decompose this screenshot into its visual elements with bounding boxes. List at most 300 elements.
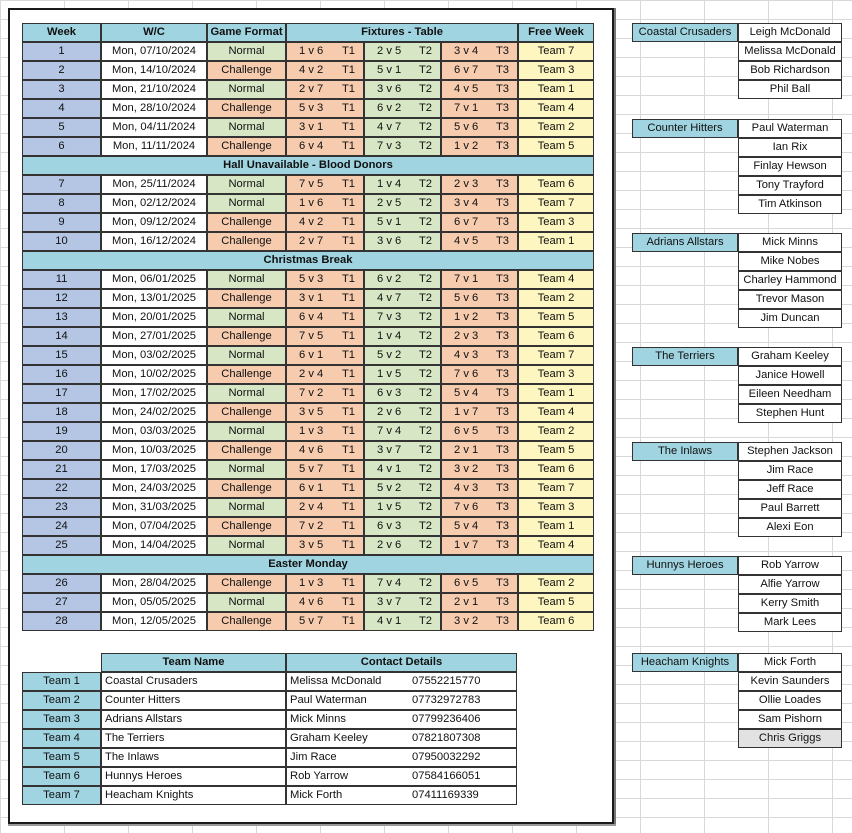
fixture-table: T1 <box>341 292 355 304</box>
fixture-table: T3 <box>495 121 509 133</box>
fixture-table: T3 <box>495 539 509 551</box>
game-format: Challenge <box>207 365 286 384</box>
game-format: Challenge <box>207 517 286 536</box>
week-number: 23 <box>22 498 101 517</box>
fixture-match: 3 v 2 <box>454 615 479 627</box>
team-label: Team 5 <box>22 748 101 767</box>
fixture-match: 7 v 1 <box>454 273 479 285</box>
header-game-format: Game Format <box>207 23 286 42</box>
roster-player: Mike Nobes <box>738 252 842 271</box>
fixture-match: 2 v 6 <box>377 539 402 551</box>
fixture-cell <box>286 99 364 118</box>
sheet-shadow <box>614 8 616 824</box>
fixture-table: T2 <box>418 577 432 589</box>
fixture-match: 4 v 5 <box>454 235 479 247</box>
week-number: 12 <box>22 289 101 308</box>
fixture-table: T3 <box>495 292 509 304</box>
free-week-team: Team 1 <box>518 80 594 99</box>
fixture-table: T3 <box>495 216 509 228</box>
week-commencing: Mon, 10/02/2025 <box>101 365 207 384</box>
header-wc: W/C <box>101 23 207 42</box>
game-format: Normal <box>207 270 286 289</box>
week-commencing: Mon, 07/10/2024 <box>101 42 207 61</box>
fixture-table: T1 <box>341 102 355 114</box>
fixture-table: T2 <box>418 539 432 551</box>
free-week-team: Team 6 <box>518 612 594 631</box>
fixture-match: 5 v 6 <box>454 121 479 133</box>
fixture-table: T2 <box>418 197 432 209</box>
fixture-cell <box>441 441 518 460</box>
fixture-cell <box>286 365 364 384</box>
week-commencing: Mon, 24/02/2025 <box>101 403 207 422</box>
fixture-match: 2 v 1 <box>454 444 479 456</box>
fixture-table: T1 <box>341 539 355 551</box>
fixture-cell <box>364 422 441 441</box>
fixture-table: T2 <box>418 520 432 532</box>
roster-team-name: Adrians Allstars <box>632 233 738 252</box>
fixture-cell <box>286 270 364 289</box>
fixture-cell <box>364 194 441 213</box>
fixture-match: 3 v 6 <box>377 83 402 95</box>
week-commencing: Mon, 10/03/2025 <box>101 441 207 460</box>
team-label: Team 1 <box>22 672 101 691</box>
fixture-match: 7 v 3 <box>377 140 402 152</box>
fixture-cell <box>441 327 518 346</box>
header-fixtures: Fixtures - Table <box>286 23 518 42</box>
fixture-match: 2 v 7 <box>299 83 324 95</box>
fixture-table: T3 <box>495 463 509 475</box>
fixture-match: 3 v 5 <box>299 406 324 418</box>
fixture-cell <box>286 118 364 137</box>
roster-player: Finlay Hewson <box>738 157 842 176</box>
fixture-cell <box>286 384 364 403</box>
fixture-cell <box>286 194 364 213</box>
contact-name: Graham Keeley <box>290 732 368 744</box>
week-number: 11 <box>22 270 101 289</box>
fixture-cell <box>364 517 441 536</box>
fixture-cell <box>441 308 518 327</box>
roster-player: Alexi Eon <box>738 518 842 537</box>
fixture-match: 6 v 5 <box>454 425 479 437</box>
fixture-cell <box>441 232 518 251</box>
fixture-cell <box>441 536 518 555</box>
fixture-table: T1 <box>341 235 355 247</box>
team-name: The Terriers <box>101 729 286 748</box>
roster-player: Paul Barrett <box>738 499 842 518</box>
fixture-match: 4 v 5 <box>454 83 479 95</box>
team-name: Adrians Allstars <box>101 710 286 729</box>
week-number: 3 <box>22 80 101 99</box>
roster-player: Kerry Smith <box>738 594 842 613</box>
week-number: 20 <box>22 441 101 460</box>
fixture-match: 6 v 7 <box>454 64 479 76</box>
week-commencing: Mon, 12/05/2025 <box>101 612 207 631</box>
free-week-team: Team 3 <box>518 213 594 232</box>
week-number: 2 <box>22 61 101 80</box>
fixture-table: T1 <box>341 178 355 190</box>
fixture-table: T1 <box>341 349 355 361</box>
fixture-table: T2 <box>418 45 432 57</box>
week-commencing: Mon, 04/11/2024 <box>101 118 207 137</box>
fixture-match: 2 v 1 <box>454 596 479 608</box>
week-commencing: Mon, 16/12/2024 <box>101 232 207 251</box>
fixture-match: 4 v 3 <box>454 482 479 494</box>
fixture-match: 7 v 1 <box>454 102 479 114</box>
fixture-match: 3 v 7 <box>377 596 402 608</box>
week-number: 26 <box>22 574 101 593</box>
fixture-match: 4 v 2 <box>299 216 324 228</box>
contact-name: Rob Yarrow <box>290 770 349 782</box>
game-format: Normal <box>207 175 286 194</box>
fixture-cell <box>441 574 518 593</box>
fixture-table: T3 <box>495 140 509 152</box>
banner-christmas: Christmas Break <box>22 251 594 270</box>
fixture-cell <box>364 479 441 498</box>
roster-player: Alfie Yarrow <box>738 575 842 594</box>
fixture-cell <box>441 213 518 232</box>
fixture-match: 3 v 4 <box>454 197 479 209</box>
fixture-cell <box>364 213 441 232</box>
fixture-table: T2 <box>418 463 432 475</box>
free-week-team: Team 6 <box>518 327 594 346</box>
roster-player: Stephen Jackson <box>738 442 842 461</box>
roster-player: Bob Richardson <box>738 61 842 80</box>
team-contact <box>286 786 517 805</box>
fixture-cell <box>364 99 441 118</box>
banner-blood: Hall Unavailable - Blood Donors <box>22 156 594 175</box>
fixture-table: T3 <box>495 596 509 608</box>
week-number: 21 <box>22 460 101 479</box>
fixture-cell <box>441 289 518 308</box>
fixture-cell <box>364 270 441 289</box>
fixture-match: 7 v 3 <box>377 311 402 323</box>
fixture-cell <box>286 479 364 498</box>
fixture-cell <box>286 42 364 61</box>
fixture-table: T2 <box>418 64 432 76</box>
fixture-table: T3 <box>495 444 509 456</box>
fixture-cell <box>364 536 441 555</box>
free-week-team: Team 5 <box>518 593 594 612</box>
week-commencing: Mon, 24/03/2025 <box>101 479 207 498</box>
fixture-match: 2 v 3 <box>454 330 479 342</box>
fixture-table: T2 <box>418 444 432 456</box>
fixture-table: T2 <box>418 121 432 133</box>
week-commencing: Mon, 03/03/2025 <box>101 422 207 441</box>
week-commencing: Mon, 11/11/2024 <box>101 137 207 156</box>
fixture-match: 2 v 4 <box>299 501 324 513</box>
week-number: 17 <box>22 384 101 403</box>
fixture-table: T3 <box>495 45 509 57</box>
fixture-cell <box>286 593 364 612</box>
game-format: Challenge <box>207 441 286 460</box>
fixture-table: T1 <box>341 406 355 418</box>
fixture-table: T2 <box>418 387 432 399</box>
fixture-cell <box>441 612 518 631</box>
fixture-cell <box>364 308 441 327</box>
fixture-match: 1 v 6 <box>299 45 324 57</box>
sheet-shadow-bottom <box>8 824 616 826</box>
fixture-match: 7 v 5 <box>299 178 324 190</box>
week-number: 16 <box>22 365 101 384</box>
fixture-table: T3 <box>495 482 509 494</box>
fixture-table: T3 <box>495 83 509 95</box>
roster-player: Mick Minns <box>738 233 842 252</box>
game-format: Normal <box>207 460 286 479</box>
fixture-table: T3 <box>495 311 509 323</box>
fixture-match: 1 v 5 <box>377 501 402 513</box>
fixture-match: 6 v 3 <box>377 520 402 532</box>
free-week-team: Team 4 <box>518 403 594 422</box>
roster-player: Stephen Hunt <box>738 404 842 423</box>
free-week-team: Team 7 <box>518 346 594 365</box>
fixture-cell <box>286 175 364 194</box>
week-number: 27 <box>22 593 101 612</box>
fixture-cell <box>441 365 518 384</box>
game-format: Challenge <box>207 479 286 498</box>
fixture-match: 4 v 6 <box>299 444 324 456</box>
fixture-cell <box>364 289 441 308</box>
team-label: Team 2 <box>22 691 101 710</box>
fixture-table: T1 <box>341 615 355 627</box>
fixture-cell <box>286 498 364 517</box>
roster-team-name: The Inlaws <box>632 442 738 461</box>
game-format: Normal <box>207 536 286 555</box>
game-format: Challenge <box>207 289 286 308</box>
fixture-cell <box>286 80 364 99</box>
roster-player: Janice Howell <box>738 366 842 385</box>
free-week-team: Team 3 <box>518 61 594 80</box>
free-week-team: Team 4 <box>518 99 594 118</box>
fixture-cell <box>286 612 364 631</box>
fixture-table: T3 <box>495 273 509 285</box>
week-commencing: Mon, 13/01/2025 <box>101 289 207 308</box>
fixture-cell <box>364 612 441 631</box>
fixture-cell <box>441 99 518 118</box>
game-format: Challenge <box>207 612 286 631</box>
fixture-match: 5 v 6 <box>454 292 479 304</box>
fixture-table: T1 <box>341 140 355 152</box>
team-label: Team 6 <box>22 767 101 786</box>
fixture-table: T3 <box>495 520 509 532</box>
fixture-match: 5 v 4 <box>454 387 479 399</box>
contact-details-header: Contact Details <box>286 653 517 672</box>
week-number: 4 <box>22 99 101 118</box>
free-week-team: Team 2 <box>518 574 594 593</box>
fixture-table: T3 <box>495 349 509 361</box>
game-format: Normal <box>207 384 286 403</box>
game-format: Challenge <box>207 327 286 346</box>
fixture-match: 3 v 2 <box>454 463 479 475</box>
fixture-cell <box>441 384 518 403</box>
roster-player: Mark Lees <box>738 613 842 632</box>
fixture-table: T2 <box>418 406 432 418</box>
fixture-cell <box>286 327 364 346</box>
fixture-cell <box>364 574 441 593</box>
fixture-match: 7 v 4 <box>377 577 402 589</box>
contact-phone: 07584166051 <box>412 770 481 782</box>
free-week-team: Team 1 <box>518 232 594 251</box>
free-week-team: Team 2 <box>518 289 594 308</box>
team-name: The Inlaws <box>101 748 286 767</box>
contact-phone: 07950032292 <box>412 751 481 763</box>
fixture-match: 3 v 7 <box>377 444 402 456</box>
team-label: Team 7 <box>22 786 101 805</box>
fixture-match: 3 v 1 <box>299 292 324 304</box>
fixture-match: 4 v 2 <box>299 64 324 76</box>
fixture-table: T1 <box>341 197 355 209</box>
fixture-match: 5 v 2 <box>377 482 402 494</box>
fixture-match: 5 v 2 <box>377 349 402 361</box>
fixture-table: T2 <box>418 292 432 304</box>
contact-name: Mick Minns <box>290 713 346 725</box>
fixture-table: T3 <box>495 330 509 342</box>
team-contact <box>286 672 517 691</box>
game-format: Challenge <box>207 213 286 232</box>
fixture-table: T1 <box>341 596 355 608</box>
fixture-match: 7 v 6 <box>454 501 479 513</box>
fixture-table: T1 <box>341 311 355 323</box>
roster-player: Graham Keeley <box>738 347 842 366</box>
fixture-cell <box>441 422 518 441</box>
fixture-table: T3 <box>495 178 509 190</box>
week-commencing: Mon, 28/04/2025 <box>101 574 207 593</box>
roster-player: Phil Ball <box>738 80 842 99</box>
week-number: 9 <box>22 213 101 232</box>
fixture-table: T2 <box>418 368 432 380</box>
fixture-table: T1 <box>341 444 355 456</box>
week-number: 14 <box>22 327 101 346</box>
roster-player: Jim Race <box>738 461 842 480</box>
fixture-cell <box>364 80 441 99</box>
game-format: Normal <box>207 80 286 99</box>
fixture-table: T1 <box>341 64 355 76</box>
fixture-table: T2 <box>418 216 432 228</box>
fixture-table: T2 <box>418 330 432 342</box>
contact-phone: 07732972783 <box>412 694 481 706</box>
fixture-cell <box>286 403 364 422</box>
week-number: 10 <box>22 232 101 251</box>
fixture-cell <box>364 403 441 422</box>
fixture-match: 2 v 7 <box>299 235 324 247</box>
week-number: 19 <box>22 422 101 441</box>
roster-player: Jeff Race <box>738 480 842 499</box>
fixture-cell <box>364 460 441 479</box>
roster-player: Melissa McDonald <box>738 42 842 61</box>
week-commencing: Mon, 27/01/2025 <box>101 327 207 346</box>
free-week-team: Team 2 <box>518 422 594 441</box>
fixture-cell <box>364 327 441 346</box>
week-number: 24 <box>22 517 101 536</box>
fixture-match: 6 v 1 <box>299 482 324 494</box>
roster-player: Tim Atkinson <box>738 195 842 214</box>
fixture-match: 3 v 5 <box>299 539 324 551</box>
contact-phone: 07799236406 <box>412 713 481 725</box>
fixture-match: 7 v 4 <box>377 425 402 437</box>
fixture-cell <box>364 61 441 80</box>
fixture-match: 7 v 2 <box>299 387 324 399</box>
banner-easter: Easter Monday <box>22 555 594 574</box>
fixture-match: 5 v 1 <box>377 216 402 228</box>
week-commencing: Mon, 25/11/2024 <box>101 175 207 194</box>
fixture-cell <box>286 61 364 80</box>
fixture-table: T1 <box>341 463 355 475</box>
team-name: Counter Hitters <box>101 691 286 710</box>
fixture-match: 1 v 2 <box>454 140 479 152</box>
fixture-match: 5 v 4 <box>454 520 479 532</box>
fixture-match: 6 v 3 <box>377 387 402 399</box>
week-commencing: Mon, 14/10/2024 <box>101 61 207 80</box>
roster-team-name: The Terriers <box>632 347 738 366</box>
roster-player: Paul Waterman <box>738 119 842 138</box>
fixture-match: 2 v 3 <box>454 178 479 190</box>
roster-player: Leigh McDonald <box>738 23 842 42</box>
roster-player: Jim Duncan <box>738 309 842 328</box>
fixture-table: T3 <box>495 387 509 399</box>
fixture-match: 2 v 4 <box>299 368 324 380</box>
free-week-team: Team 7 <box>518 42 594 61</box>
fixture-table: T2 <box>418 615 432 627</box>
team-name: Heacham Knights <box>101 786 286 805</box>
game-format: Normal <box>207 42 286 61</box>
fixture-cell <box>364 232 441 251</box>
team-name-header: Team Name <box>101 653 286 672</box>
free-week-team: Team 6 <box>518 175 594 194</box>
fixture-match: 1 v 6 <box>299 197 324 209</box>
week-number: 18 <box>22 403 101 422</box>
game-format: Challenge <box>207 403 286 422</box>
fixture-match: 1 v 4 <box>377 330 402 342</box>
game-format: Normal <box>207 346 286 365</box>
week-commencing: Mon, 17/03/2025 <box>101 460 207 479</box>
roster-player: Kevin Saunders <box>738 672 842 691</box>
fixture-match: 4 v 7 <box>377 121 402 133</box>
contact-phone: 07821807308 <box>412 732 481 744</box>
roster-player: Charley Hammond <box>738 271 842 290</box>
fixture-cell <box>286 232 364 251</box>
contact-name: Jim Race <box>290 751 337 763</box>
game-format: Challenge <box>207 99 286 118</box>
roster-team-name: Heacham Knights <box>632 653 738 672</box>
contact-name: Paul Waterman <box>290 694 367 706</box>
fixture-table: T3 <box>495 368 509 380</box>
fixture-match: 2 v 5 <box>377 45 402 57</box>
roster-team-name: Counter Hitters <box>632 119 738 138</box>
fixture-table: T2 <box>418 273 432 285</box>
fixture-cell <box>441 479 518 498</box>
fixture-table: T1 <box>341 425 355 437</box>
free-week-team: Team 5 <box>518 308 594 327</box>
header-week: Week <box>22 23 101 42</box>
fixture-table: T2 <box>418 596 432 608</box>
free-week-team: Team 1 <box>518 384 594 403</box>
fixture-match: 4 v 7 <box>377 292 402 304</box>
fixture-match: 2 v 5 <box>377 197 402 209</box>
fixture-table: T2 <box>418 425 432 437</box>
fixture-table: T2 <box>418 501 432 513</box>
fixture-match: 5 v 3 <box>299 102 324 114</box>
fixture-match: 6 v 2 <box>377 273 402 285</box>
fixture-match: 7 v 6 <box>454 368 479 380</box>
fixture-cell <box>364 42 441 61</box>
team-contact <box>286 748 517 767</box>
fixture-match: 5 v 3 <box>299 273 324 285</box>
fixture-table: T1 <box>341 273 355 285</box>
week-number: 28 <box>22 612 101 631</box>
fixture-table: T2 <box>418 83 432 95</box>
fixture-cell <box>441 498 518 517</box>
week-commencing: Mon, 03/02/2025 <box>101 346 207 365</box>
fixture-match: 4 v 3 <box>454 349 479 361</box>
